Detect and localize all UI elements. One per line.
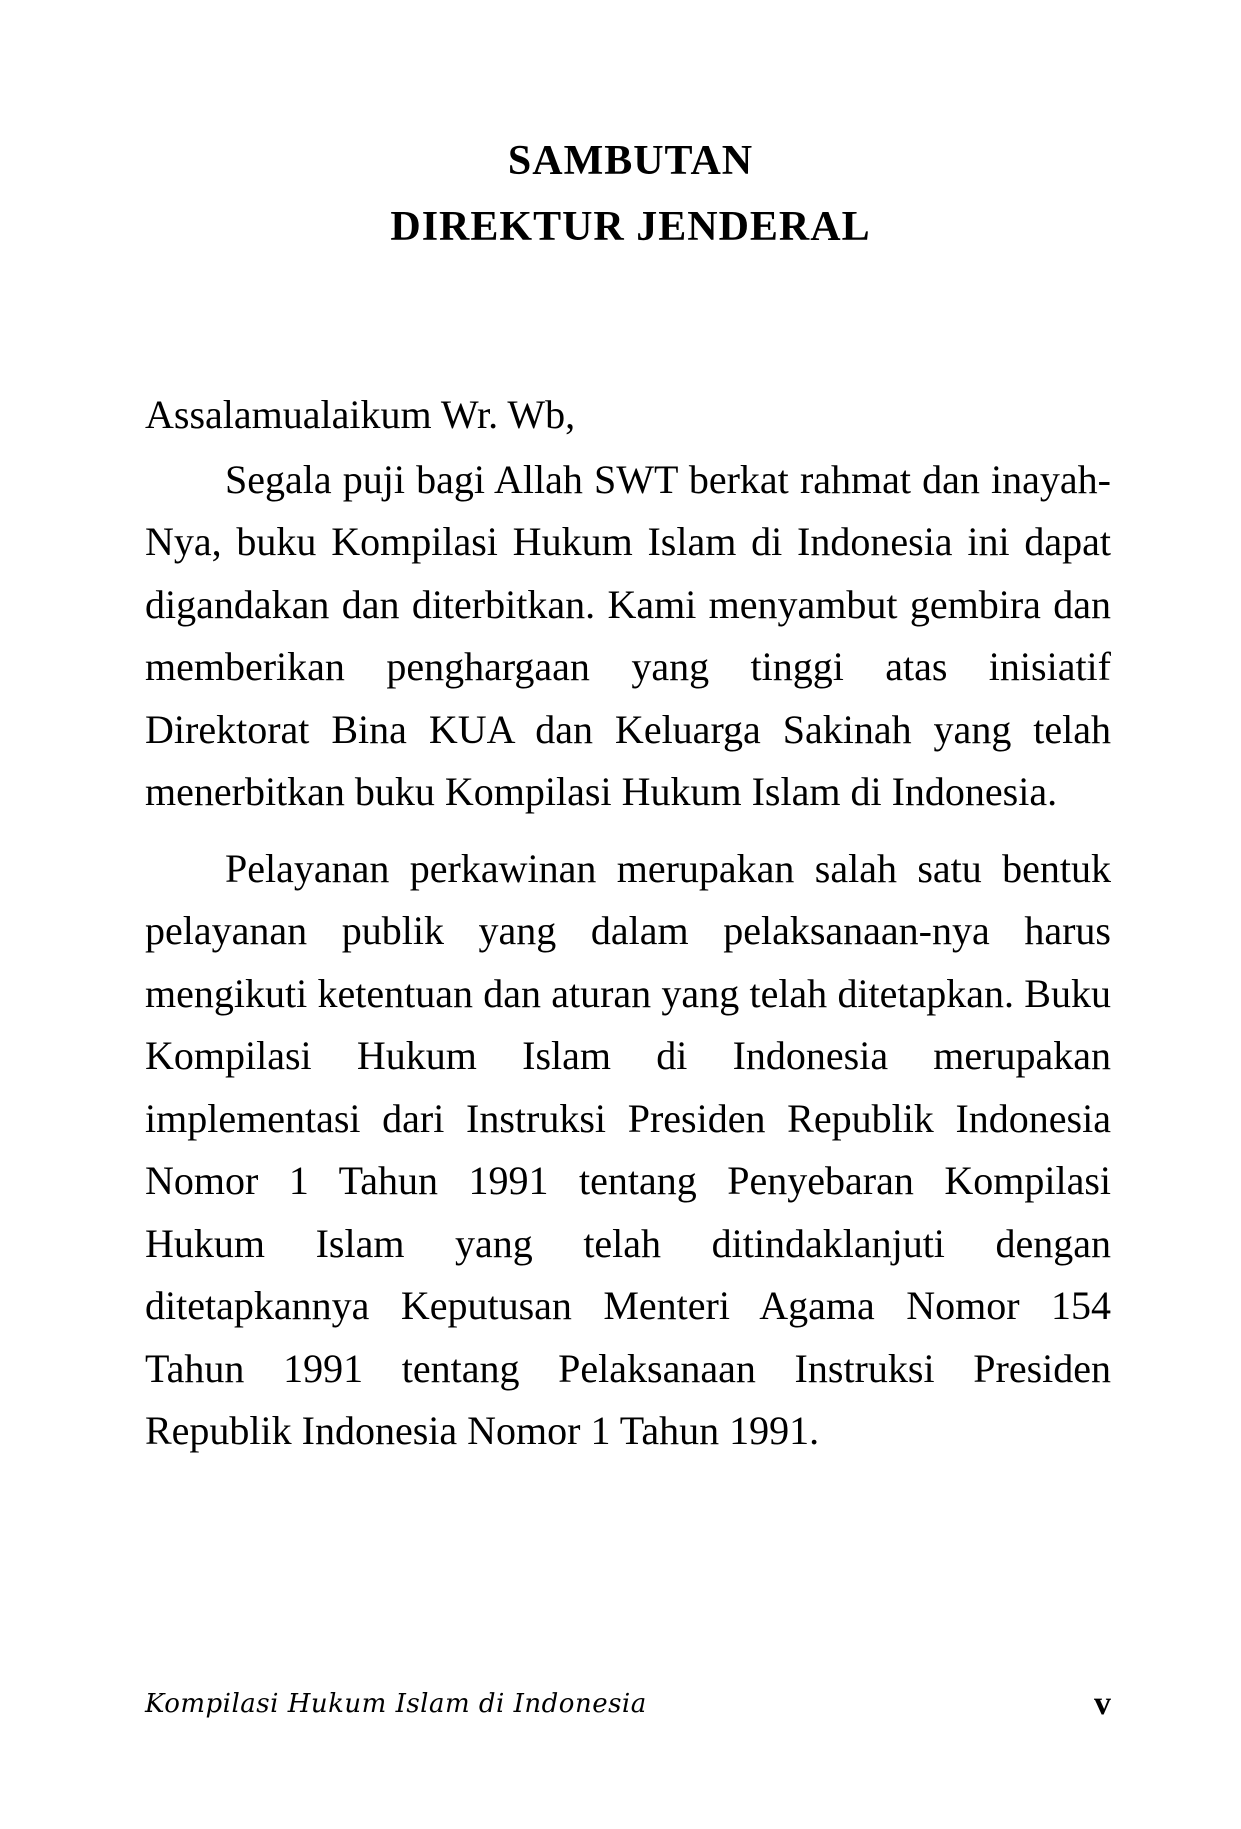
title-line-2: DIREKTUR JENDERAL [390, 204, 871, 250]
footer-book-title: Kompilasi Hukum Islam di Indonesia [145, 1689, 647, 1719]
paragraph-1: Segala puji bagi Allah SWT berkat rahmat dan inayah-Nya, buku Kompilasi Hukum Islam di Indonesia ini dapat digandakan dan diterbitkan. Kami menyambut gembira dan memberikan penghargaan yang tinggi atas inisiatif Direktorat Bina KUA dan Keluarga Sakinah yang telah menerbitkan buku Kompilasi Hukum Islam di Indonesia. [145, 456, 1111, 814]
paragraph-2: Pelayanan perkawinan merupakan salah satu bentuk pelayanan publik yang dalam pelaksanaan-nya harus mengikuti ketentuan dan aturan yang telah ditetapkan. Buku Kompilasi Hukum Islam di Indonesia merupakan implementasi dari Instruksi Presiden Republik Indonesia Nomor 1 Tahun 1991 tentang Penyebaran Kompilasi Hukum Islam yang telah ditindaklanjuti dengan ditetapkannya Keputusan Menteri Agama Nomor 154 Tahun 1991 tentang Pelaksanaan Instruksi Presiden Republik Indonesia Nomor 1 Tahun 1991. [145, 845, 1111, 1453]
page-title [0, 128, 1241, 260]
page-number: v [1094, 1685, 1111, 1722]
greeting: Assalamualaikum Wr. Wb, [145, 392, 576, 437]
title-line-1: SAMBUTAN [507, 138, 754, 184]
page-footer [145, 1685, 1111, 1735]
body-text [145, 384, 1111, 1477]
